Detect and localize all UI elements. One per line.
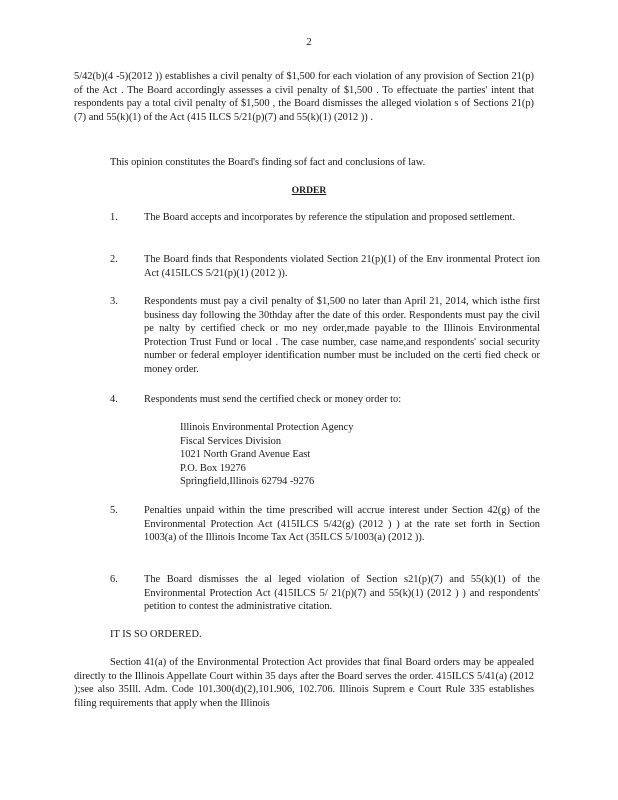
so-ordered-line: IT IS SO ORDERED.	[110, 629, 202, 640]
opinion-paragraph: 5/42(b)(4 -5)(2012 )) establishes a civil penalty of $1,500 for each violation of any provision of Section 21(p) of the Act . The Board accordingly assesses a civil penalty of $1,500 . To effectuate the parties' intent that respondents pay a total civil penalty of $1,500 , the Board dismisses the alleged violation s of Sections 21(p)(7) and 55(k)(1) of the Act (415 ILCS 5/21(p)(7) and 55(k)(1) (2012 )) .	[74, 71, 534, 123]
address-line: Illinois Environmental Protection Agency	[180, 422, 354, 433]
address-line: 1021 North Grand Avenue East	[180, 449, 311, 461]
address-line: Springfield,Illinois 62794 -9276	[180, 476, 315, 488]
address-line: Fiscal Services Division	[180, 435, 282, 447]
order-item	[110, 573, 540, 614]
order-item-number: 4.	[110, 394, 118, 405]
order-item-number: 1.	[110, 212, 118, 223]
mailing-address	[180, 421, 440, 489]
order-item-text: Penalties unpaid within the time prescribed will accrue interest under Section 42(g) of the Environmental Protection Act (415ILCS 5/42(g) (2012 ) ) at the rate set forth in Section 1003(a) of the Illinois Income Tax Act (35ILCS 5/1003(a) (2012 )).	[144, 505, 540, 544]
order-item	[110, 393, 540, 407]
order-heading: ORDER	[291, 185, 327, 196]
order-item-text: The Board finds that Respondents violated Section 21(p)(1) of the Env ironmental Protect ion Act (415ILCS 5/21(p)(1) (2012 )).	[144, 254, 540, 279]
order-item	[110, 253, 540, 280]
order-item	[110, 504, 540, 545]
order-item-number: 6.	[110, 574, 118, 585]
order-item-text: The Board dismisses the al leged violation of Section s21(p)(7) and 55(k)(1) of the Environmental Protection Act (415ILCS 5/ 21(p)(7) and 55(k)(1) (2012 ) ) and respondents' petition to contest the administrative citation.	[144, 574, 540, 613]
order-item	[110, 295, 540, 377]
order-item	[110, 211, 540, 225]
order-item-number: 5.	[110, 505, 118, 516]
order-item-text: The Board accepts and incorporates by reference the stipulation and proposed settlement.	[144, 212, 516, 223]
page-number: 2	[306, 36, 312, 48]
appeal-paragraph: Section 41(a) of the Environmental Protection Act provides that final Board orders may be appealed directly to the Illinois Appellate Court within 35 days after the Board serves the order. 415ILCS 5/41(a) (2012 );see also 35Ill. Adm. Code 101.300(d)(2),101.906, 102.706. Illinois Suprem e Court Rule 335 establishes filing requirements that apply when the Illinois	[74, 657, 534, 709]
address-line: P.O. Box 19276	[180, 462, 246, 474]
order-item-number: 3.	[110, 296, 118, 307]
findings-paragraph: This opinion constitutes the Board's finding sof fact and conclusions of law.	[110, 157, 426, 168]
order-item-text: Respondents must send the certified check or money order to:	[144, 394, 402, 405]
order-item-number: 2.	[110, 254, 118, 265]
order-item-text: Respondents must pay a civil penalty of $1,500 no later than April 21, 2014, which isthe first business day following the 30thday after the date of this order. Respondents must pay the civil pe nalty by certified check or mo ney order,made payable to the Illinois Environmental Protection Trust Fund or local . The case number, case name,and respondents' social security number or federal employer identification number must be included on the certi fied check or money order.	[144, 296, 540, 375]
